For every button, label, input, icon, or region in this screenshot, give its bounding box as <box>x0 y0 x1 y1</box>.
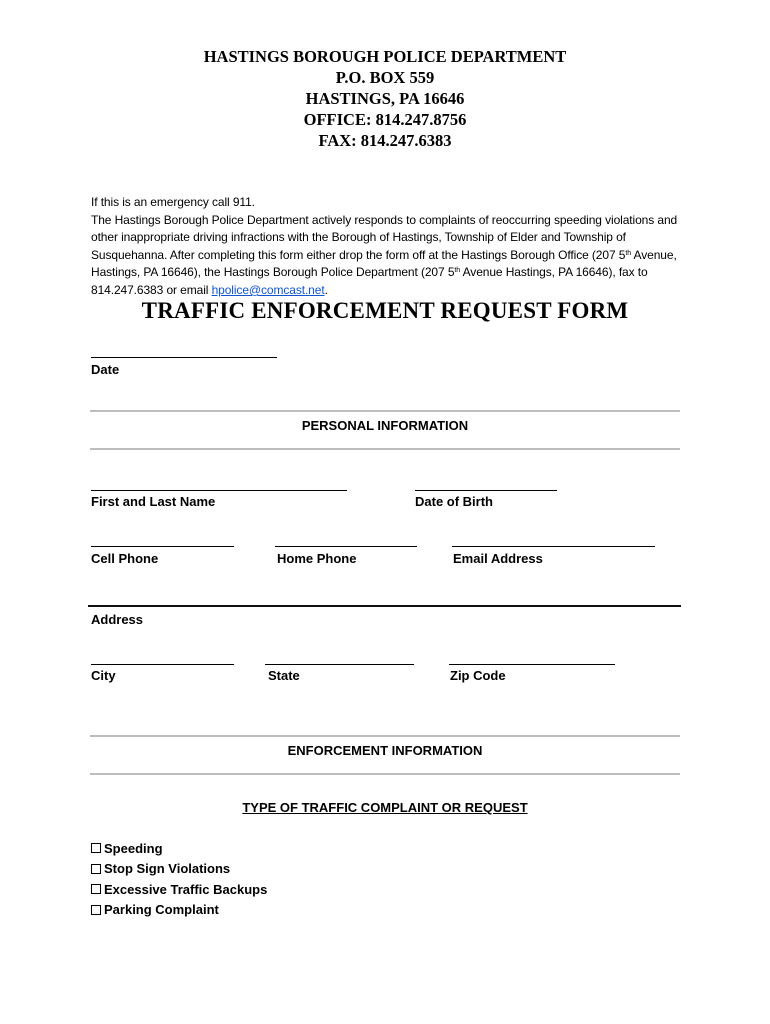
section-divider-bottom <box>90 773 680 775</box>
ordinal-suffix-1: th <box>625 249 631 257</box>
email-address-label: Email Address <box>453 551 543 566</box>
cell-phone-field-line[interactable] <box>91 546 234 547</box>
address-field-line[interactable] <box>88 605 681 607</box>
home-phone-field-line[interactable] <box>275 546 417 547</box>
city-label: City <box>91 668 116 683</box>
email-link[interactable]: hpolice@comcast.net <box>211 282 325 297</box>
name-field-line[interactable] <box>91 490 347 491</box>
state-label: State <box>268 668 300 683</box>
instructions-part-1: The Hastings Borough Police Department actively responds to complaints of reoccurring speeding violations and other inappropriate driving infractions with the Borough of Hastings, Township of Elder and Township of Susquehanna. After completing this form either drop the form off at the Hastings Borough Office (207 5 <box>91 212 678 262</box>
ordinal-suffix-2: th <box>454 267 461 275</box>
excessive-traffic-backups-checkbox[interactable] <box>91 884 101 894</box>
date-of-birth-label: Date of Birth <box>415 494 493 509</box>
email-field-line[interactable] <box>452 546 655 547</box>
fax-number: FAX: 814.247.6383 <box>318 131 452 150</box>
cell-phone-label: Cell Phone <box>91 551 159 566</box>
dob-field-line[interactable] <box>415 490 557 491</box>
emergency-notice: If this is an emergency call 911. <box>91 195 255 209</box>
complaint-type-checklist <box>91 838 267 920</box>
po-box: P.O. BOX 559 <box>335 68 435 87</box>
section-divider-top <box>90 735 680 737</box>
date-field-line[interactable] <box>91 357 277 358</box>
section-divider-bottom <box>90 448 680 450</box>
personal-information-heading: PERSONAL INFORMATION <box>301 418 469 433</box>
complaint-option <box>91 900 267 921</box>
city-field-line[interactable] <box>91 664 234 665</box>
parking-complaint-label: Parking Complaint <box>104 902 219 918</box>
zip-code-field-line[interactable] <box>449 664 615 665</box>
section-divider-top <box>90 410 680 412</box>
speeding-checkbox[interactable] <box>91 843 101 853</box>
complaint-type-heading: TYPE OF TRAFFIC COMPLAINT OR REQUEST <box>242 800 528 815</box>
complaint-option <box>91 879 267 900</box>
instructions-end: . <box>324 282 328 297</box>
office-phone: OFFICE: 814.247.8756 <box>303 110 467 129</box>
first-last-name-label: First and Last Name <box>91 494 216 509</box>
date-label: Date <box>91 362 120 377</box>
complaint-option <box>91 859 267 880</box>
instructions-paragraph <box>91 212 691 300</box>
department-header <box>0 46 770 151</box>
stop-sign-violations-label: Stop Sign Violations <box>104 861 231 877</box>
department-name: HASTINGS BOROUGH POLICE DEPARTMENT <box>203 47 567 66</box>
city-state-zip: HASTINGS, PA 16646 <box>305 89 465 108</box>
parking-complaint-checkbox[interactable] <box>91 905 101 915</box>
complaint-option <box>91 838 267 859</box>
address-label: Address <box>91 612 144 627</box>
zip-code-label: Zip Code <box>450 668 506 683</box>
stop-sign-violations-checkbox[interactable] <box>91 864 101 874</box>
enforcement-information-heading: ENFORCEMENT INFORMATION <box>287 743 483 758</box>
excessive-traffic-backups-label: Excessive Traffic Backups <box>104 881 268 897</box>
state-field-line[interactable] <box>265 664 414 665</box>
home-phone-label: Home Phone <box>277 551 357 566</box>
form-title: TRAFFIC ENFORCEMENT REQUEST FORM <box>141 298 629 323</box>
intro-text <box>91 194 691 300</box>
speeding-label: Speeding <box>104 840 163 856</box>
instructions-part-2: Avenue, Hastings, PA 16646), the Hastings Borough Police Department (207 5 <box>91 247 677 280</box>
instructions-part-3: Avenue Hastings, PA 16646), fax to 814.247.6383 or email <box>91 265 648 297</box>
